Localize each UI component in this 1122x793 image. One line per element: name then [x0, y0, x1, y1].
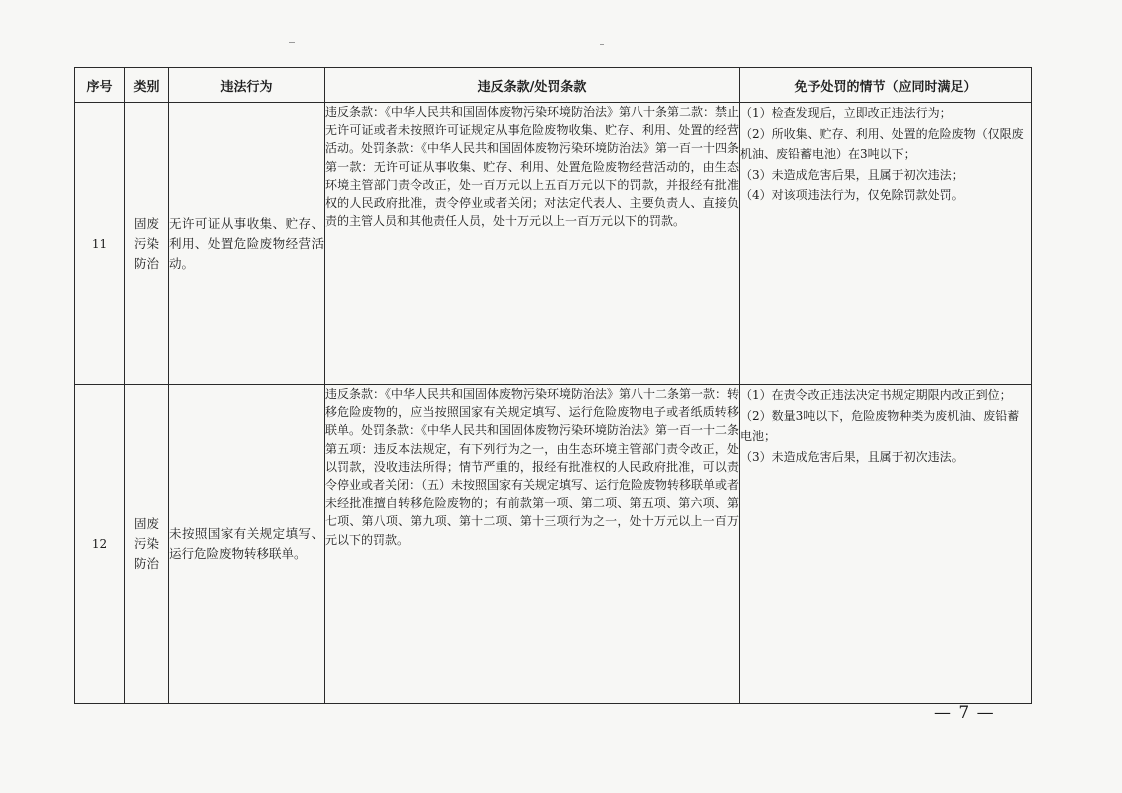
header-seq: 序号	[75, 68, 125, 103]
header-category: 类别	[125, 68, 169, 103]
row-clause: 违反条款：《中华人民共和国固体废物污染环境防治法》第八十二条第一款：转移危险废物的，应当按照国家有关规定填写、运行危险废物电子或者纸质转移联单。处罚条款：《中华人民共和国固体废物污染环境防治法》第一百一十二条第五项：违反本法规定，有下列行为之一，由生态环境主管部门责令改正，处以罚款，没收违法所得；情节严重的，报经有批准权的人民政府批准，可以责令停业或者关闭：（五）未按照国家有关规定填写、运行危险废物转移联单或者未经批准擅自转移危险废物的；有前款第一项、第二项、第五项、第六项、第七项、第八项、第九项、第十二项、第十三项行为之一，处十万元以上一百万元以下的罚款。	[325, 385, 740, 704]
table-row	[75, 103, 1032, 385]
exemption-item: （2）数量3吨以下，危险废物种类为废机油、废铅蓄电池；	[740, 408, 1020, 443]
header-clause: 违反条款/处罚条款	[325, 68, 740, 103]
row-violation: 未按照国家有关规定填写、运行危险废物转移联单。	[169, 385, 325, 704]
penalty-exemption-table	[74, 67, 1032, 704]
exemption-item: （1）检查发现后，立即改正违法行为；	[740, 106, 952, 120]
scan-artifact	[600, 44, 604, 45]
page-number: — 7 —	[934, 703, 995, 723]
exemption-item: （2）所收集、贮存、利用、处置的危险废物（仅限废机油、废铅蓄电池）在3吨以下；	[740, 126, 1024, 161]
category-line: 固废	[133, 215, 159, 231]
category-line: 防治	[133, 255, 159, 271]
row-clause: 违反条款：《中华人民共和国固体废物污染环境防治法》第八十条第二款：禁止无许可证或者未按照许可证规定从事危险废物收集、贮存、利用、处置的经营活动。处罚条款：《中华人民共和国固体废物污染环境防治法》第一百一十四条第一款：无许可证从事收集、贮存、利用、处置危险废物经营活动的，由生态环境主管部门责令改正，处一百万元以上五百万元以下的罚款，并报经有批准权的人民政府批准，责令停业或者关闭；对法定代表人、主要负责人、直接负责的主管人员和其他责任人员，处十万元以上一百万元以下的罚款。	[325, 103, 740, 385]
header-exemption: 免予处罚的情节（应同时满足）	[740, 68, 1032, 103]
exemption-item: （3）未造成危害后果，且属于初次违法；	[740, 167, 964, 182]
table-header-row	[75, 68, 1032, 103]
scan-artifact	[289, 42, 295, 43]
category-line: 污染	[133, 235, 159, 251]
row-exemption	[740, 103, 1032, 385]
category-line: 防治	[133, 556, 159, 571]
header-violation: 违法行为	[169, 68, 325, 103]
row-violation: 无许可证从事收集、贮存、利用、处置危险废物经营活动。	[169, 103, 325, 385]
row-category	[125, 103, 169, 385]
row-exemption	[740, 385, 1032, 704]
category-line: 污染	[133, 536, 159, 551]
row-category	[125, 385, 169, 704]
exemption-item: （4）对该项违法行为，仅免除罚款处罚。	[740, 188, 964, 202]
category-line: 固废	[133, 516, 159, 531]
exemption-item: （3）未造成危害后果，且属于初次违法。	[740, 449, 964, 464]
row-seq: 11	[75, 103, 125, 385]
table-row	[75, 385, 1032, 704]
exemption-item: （1）在责令改正违法决定书规定期限内改正到位；	[740, 388, 1012, 402]
row-seq: 12	[75, 385, 125, 704]
